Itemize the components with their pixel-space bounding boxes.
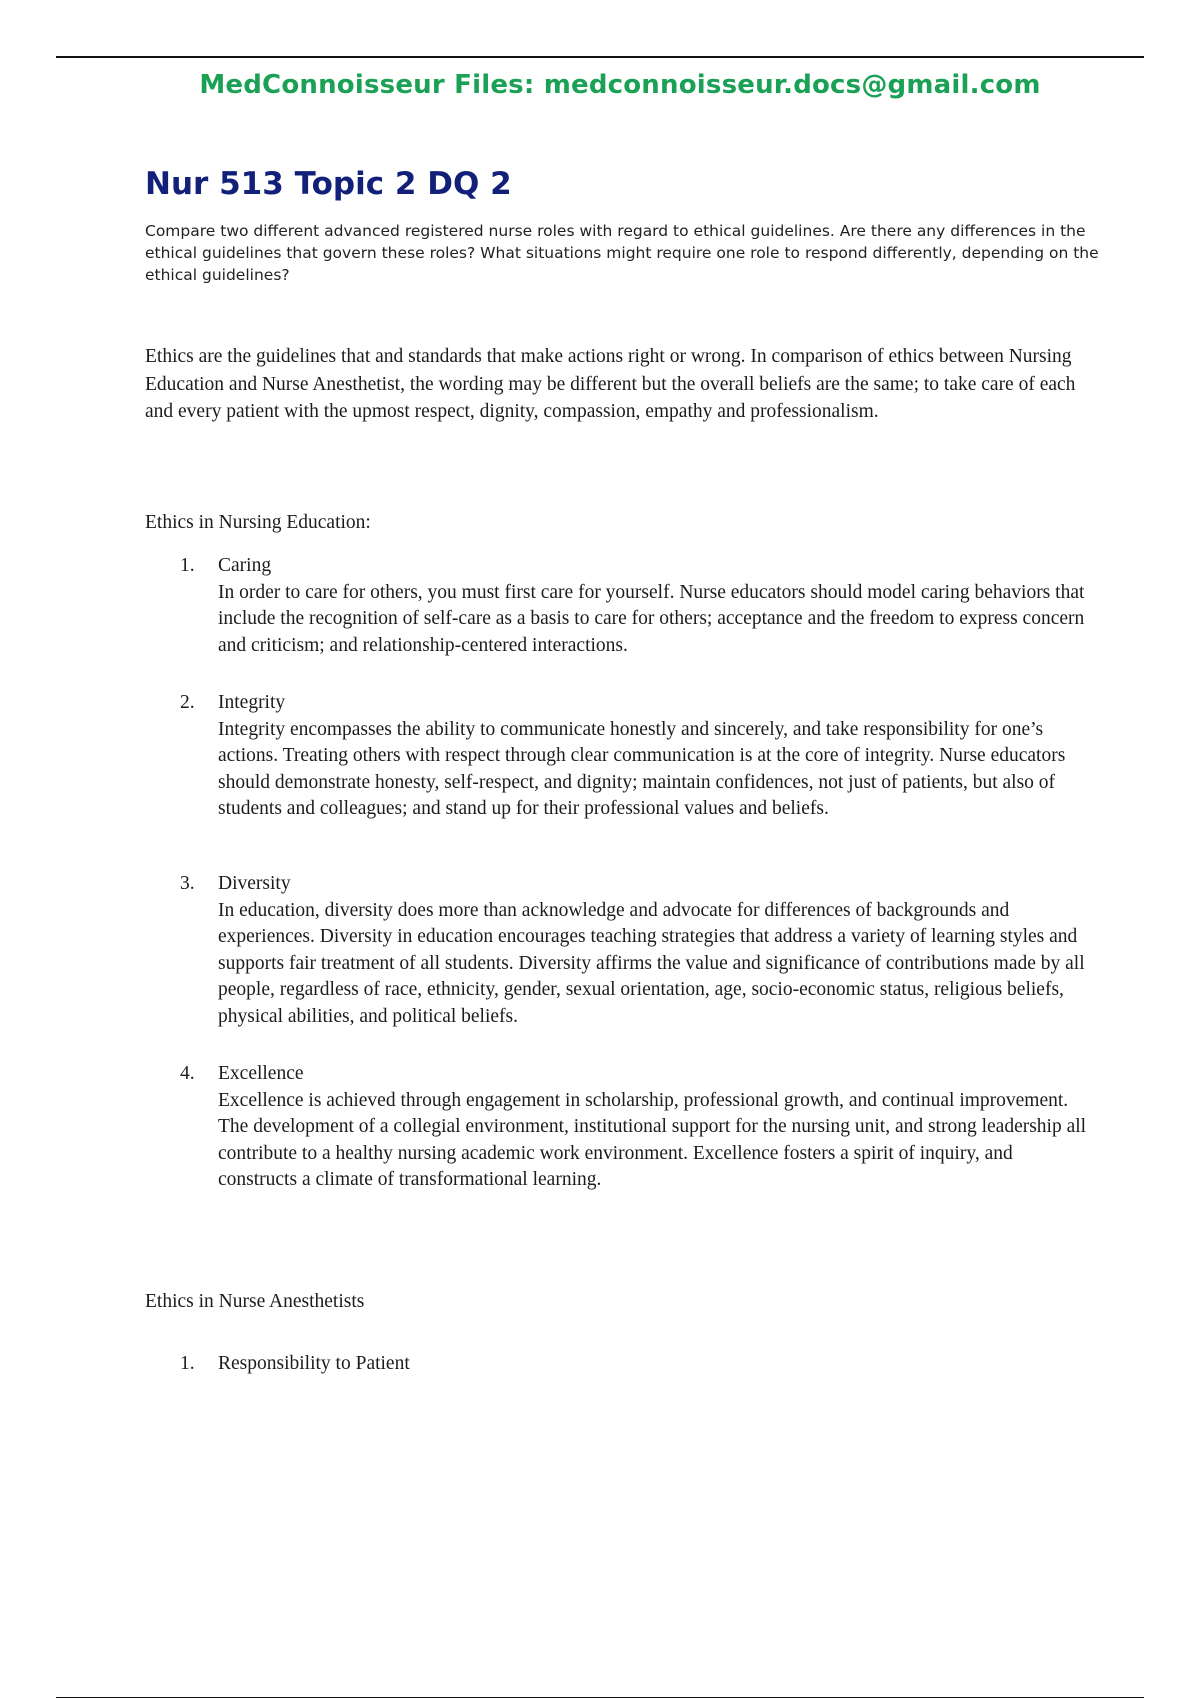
top-rule (56, 56, 1144, 58)
discussion-prompt: Compare two different advanced registered nurse roles with regard to ethical guidelines. Are there any differences in the ethical guidelines that govern these roles? What situations might require one role to respond differently, depending on the ethical guidelines? (145, 222, 1099, 284)
intro-paragraph: Ethics are the guidelines that and standards that make actions right or wrong. In comparison of ethics between Nursing Education and Nurse Anesthetist, the wording may be different but the overall beliefs are the same; to take care of each and every patient with the upmost respect, dignity, compassion, empathy and professionalism. (145, 346, 1076, 422)
list-item-description: Excellence is achieved through engagement in scholarship, professional growth, and continual improvement. The development of a collegial environment, institutional support for the nursing unit, and strong leadership all contribute to a healthy nursing academic work environment. Excellence fosters a spirit of inquiry, and constructs a climate of transformational learning. (218, 1089, 1087, 1190)
section-heading-nursing-education: Ethics in Nursing Education: (145, 512, 371, 533)
list-item-description: In order to care for others, you must first care for yourself. Nurse educators should model caring behaviors that include the recognition of self-care as a basis to care for others; acceptance and the freedom to express concern and criticism; and relationship-centered interactions. (218, 581, 1085, 656)
list-number: 1. (180, 1353, 195, 1374)
list-item-name: Integrity (218, 692, 286, 713)
header-banner: MedConnoisseur Files: medconnoisseur.docs@gmail.com (199, 70, 1041, 100)
list-item-name: Diversity (218, 873, 291, 894)
list-item-name: Excellence (218, 1063, 304, 1084)
list-number: 1. (180, 555, 195, 576)
list-number: 4. (180, 1063, 195, 1084)
list-item (180, 1061, 1090, 1194)
list-number: 3. (180, 873, 195, 894)
list-number: 2. (180, 692, 195, 713)
list-item (180, 871, 1090, 1030)
list-item (180, 690, 1090, 823)
section-heading-nurse-anesthetists: Ethics in Nurse Anesthetists (145, 1291, 365, 1312)
list-item (180, 553, 1090, 659)
list-item-description: In education, diversity does more than acknowledge and advocate for differences of backgrounds and experiences. Diversity in education encourages teaching strategies that address a variety of learning styles and supports fair treatment of all students. Diversity affirms the value and significance of contributions made by all people, regardless of race, ethnicity, gender, sexual orientation, age, socio-economic status, religious beliefs, physical abilities, and political beliefs. (218, 899, 1085, 1027)
list-item-name: Responsibility to Patient (218, 1353, 410, 1374)
list-item-name: Caring (218, 555, 272, 576)
list-item-description: Integrity encompasses the ability to communicate honestly and sincerely, and take responsibility for one’s actions. Treating others with respect through clear communication is at the core of integrity. Nurse educators should demonstrate honesty, self-respect, and dignity; maintain confidences, not just of patients, but also of students and colleagues; and stand up for their professional values and beliefs. (218, 718, 1066, 819)
page-title: Nur 513 Topic 2 DQ 2 (145, 166, 512, 202)
list-item (180, 1351, 1090, 1378)
bottom-rule (56, 1697, 1144, 1698)
